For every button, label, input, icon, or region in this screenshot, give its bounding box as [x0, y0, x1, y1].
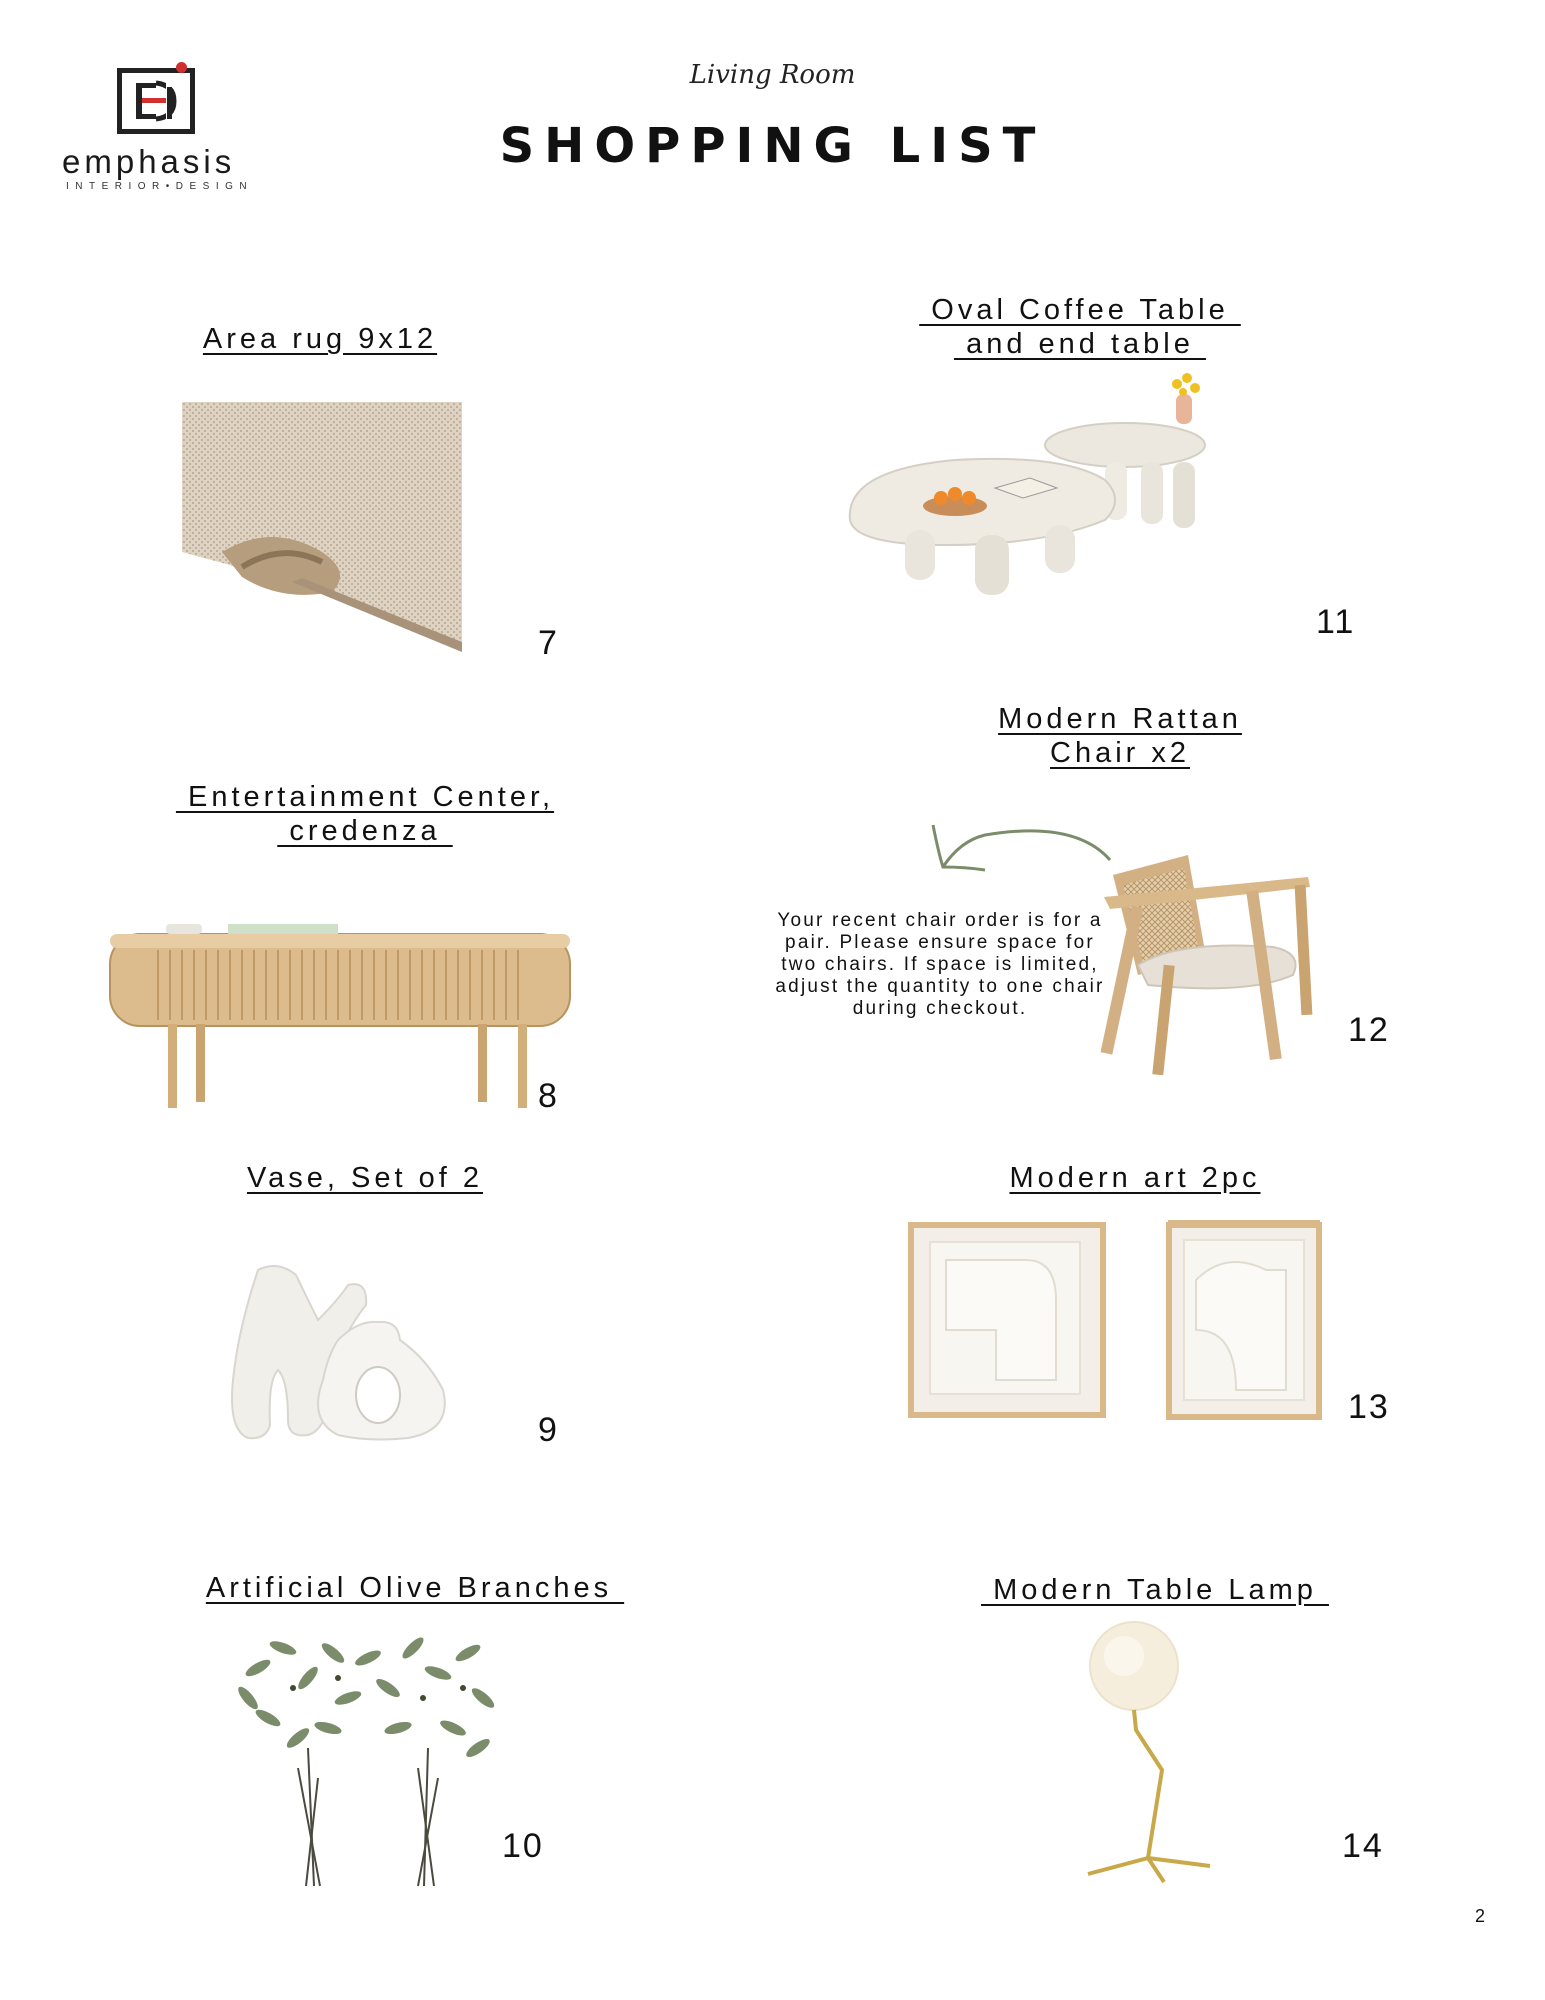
art-frame-icon — [906, 1220, 1322, 1424]
item-title-rattan-chair: Modern Rattan Chair x2 — [998, 703, 1242, 769]
page-subtitle: Living Room — [689, 60, 856, 90]
logo-tagline: INTERIOR•DESIGN — [66, 181, 254, 192]
chair-order-note: Your recent chair order is for a pair. Please ensure space for two chairs. If space is limited, adjust the quantity to one chair during checkout. — [775, 910, 1105, 1019]
item-number-13: 13 — [1348, 1388, 1390, 1426]
item-number-11: 11 — [1316, 603, 1356, 641]
coffee-table-icon — [845, 370, 1265, 630]
rattan-chair-icon — [1098, 835, 1323, 1075]
item-number-9: 9 — [538, 1411, 559, 1449]
item-number-10: 10 — [502, 1827, 544, 1865]
table-lamp-icon — [1086, 1620, 1226, 1890]
item-title-area-rug: Area rug 9x12 — [202, 323, 438, 355]
item-title-olive-branches: Artificial Olive Branches — [205, 1572, 625, 1604]
item-title-coffee-table: Oval Coffee Table and end table — [931, 294, 1229, 360]
vase-icon — [228, 1260, 456, 1442]
page-number: 2 — [1475, 1906, 1486, 1926]
item-title-modern-art: Modern art 2pc — [1009, 1162, 1261, 1194]
item-number-14: 14 — [1342, 1827, 1384, 1865]
arrow-icon — [925, 815, 1115, 895]
item-title-entertainment-center: Entertainment Center, credenza — [187, 781, 555, 847]
item-number-8: 8 — [538, 1077, 559, 1115]
item-title-vase: Vase, Set of 2 — [246, 1162, 484, 1194]
item-number-7: 7 — [538, 624, 559, 662]
credenza-icon — [108, 920, 572, 1110]
item-number-12: 12 — [1348, 1011, 1390, 1049]
olive-branch-icon — [238, 1628, 502, 1888]
logo-text: emphasis — [62, 143, 236, 180]
rug-icon — [182, 402, 462, 652]
item-title-table-lamp: Modern Table Lamp — [981, 1574, 1329, 1606]
page-title: SHOPPING LIST — [499, 118, 1046, 174]
